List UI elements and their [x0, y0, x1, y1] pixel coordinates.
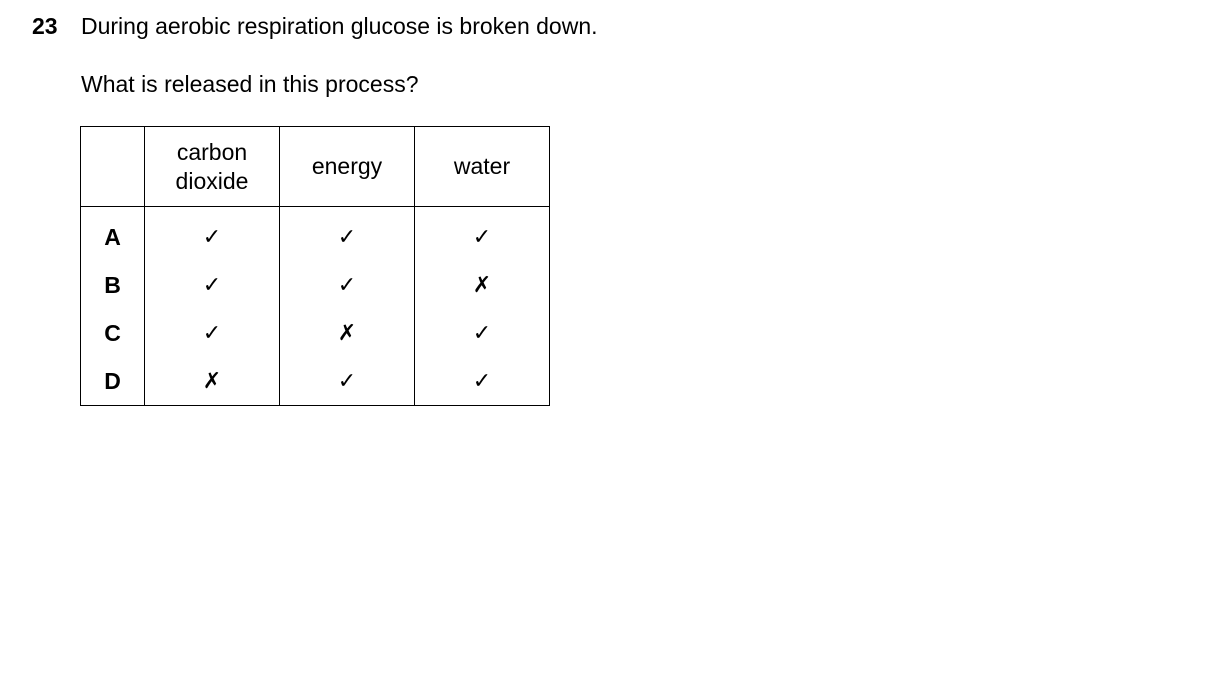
table-cell-mark: ✓ — [415, 357, 550, 406]
table-cell-mark: ✗ — [280, 309, 415, 357]
table-cell-mark: ✓ — [415, 309, 550, 357]
header-carbon-dioxide — [145, 127, 280, 207]
table-row — [81, 261, 550, 309]
question-stem: During aerobic respiration glucose is broken down. — [81, 13, 598, 39]
header-line: water — [453, 153, 511, 179]
table-row — [81, 207, 550, 262]
table-cell-mark: ✓ — [280, 357, 415, 406]
option-letter: B — [81, 261, 145, 309]
table-cell-mark: ✗ — [145, 357, 280, 406]
table-header-row — [81, 127, 550, 207]
table-cell-mark: ✓ — [280, 207, 415, 262]
question-number: 23 — [32, 13, 58, 39]
table-cell-mark: ✓ — [415, 207, 550, 262]
option-letter: A — [81, 207, 145, 262]
option-letter: C — [81, 309, 145, 357]
table-cell-mark: ✓ — [145, 309, 280, 357]
header-energy — [280, 127, 415, 207]
question-prompt: What is released in this process? — [81, 71, 419, 97]
option-letter: D — [81, 357, 145, 406]
header-water — [415, 127, 550, 207]
header-empty-cell — [81, 127, 145, 207]
table-row — [81, 357, 550, 406]
table-cell-mark: ✗ — [415, 261, 550, 309]
header-line: carbon — [176, 138, 248, 165]
header-line: dioxide — [175, 167, 249, 194]
table-cell-mark: ✓ — [145, 207, 280, 262]
table-cell-mark: ✓ — [280, 261, 415, 309]
answer-options-table — [80, 126, 550, 406]
table-cell-mark: ✓ — [145, 261, 280, 309]
header-line: energy — [311, 153, 383, 179]
table-row — [81, 309, 550, 357]
